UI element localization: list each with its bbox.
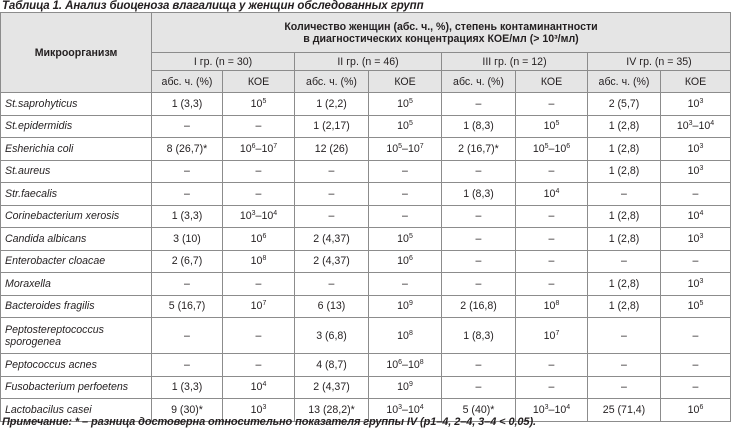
organism-name: St.epidermidis: [1, 115, 152, 138]
organism-name: Peptostereptococcus sporogenea: [1, 318, 152, 354]
abs-cell: –: [152, 273, 223, 296]
abs-cell: 2 (16,8): [442, 295, 516, 318]
abs-cell: 1 (8,3): [442, 115, 516, 138]
koe-cell: –: [223, 354, 295, 377]
abs-cell: –: [442, 376, 516, 399]
abs-cell: 2 (16,7)*: [442, 138, 516, 161]
header-microorganism: Микроорганизм: [1, 13, 152, 93]
header-koe-2: КОЕ: [369, 71, 442, 93]
abs-cell: –: [442, 273, 516, 296]
koe-cell: $10^4$: [661, 205, 731, 228]
koe-cell: $10^6-10^8$: [369, 354, 442, 377]
koe-cell: –: [223, 115, 295, 138]
abs-cell: –: [295, 273, 369, 296]
koe-cell: –: [369, 205, 442, 228]
abs-cell: 1 (2,2): [295, 93, 369, 116]
table-note: Примечание: * – разница достоверна относительно показателя группы IV (p1–4, 2–4, 3–4 < 0,05).: [2, 416, 536, 428]
table-row: [1, 295, 731, 318]
abs-cell: 1 (2,8): [588, 295, 661, 318]
table-row: [1, 228, 731, 251]
header-abs-2: абс. ч. (%): [295, 71, 369, 93]
koe-cell: –: [516, 228, 588, 251]
abs-cell: 3 (10): [152, 228, 223, 251]
abs-cell: –: [442, 160, 516, 183]
organism-name: Bacteroides fragilis: [1, 295, 152, 318]
abs-cell: 1 (3,3): [152, 376, 223, 399]
organism-name: Esherichia coli: [1, 138, 152, 161]
header-group-4: IV гр. (n = 35): [588, 53, 731, 71]
koe-cell: –: [223, 273, 295, 296]
abs-cell: –: [152, 183, 223, 206]
abs-cell: –: [588, 183, 661, 206]
koe-cell: –: [516, 160, 588, 183]
abs-cell: 1 (2,8): [588, 205, 661, 228]
table-caption: Таблица 1. Анализ биоценоза влагалища у женщин обследованных групп: [2, 0, 424, 12]
abs-cell: 4 (8,7): [295, 354, 369, 377]
koe-cell: $10^3-10^4$: [369, 399, 442, 422]
koe-cell: $10^8$: [516, 295, 588, 318]
table-row: [1, 354, 731, 377]
header-top-line1: Количество женщин (абс. ч., %), степень контаминантности: [284, 20, 598, 33]
table-row: [1, 138, 731, 161]
abs-cell: –: [295, 160, 369, 183]
organism-name: St.saprohyticus: [1, 93, 152, 116]
abs-cell: 5 (16,7): [152, 295, 223, 318]
header-group-1: I гр. (n = 30): [152, 53, 295, 71]
header-koe-1: КОЕ: [223, 71, 295, 93]
header-abs-1: абс. ч. (%): [152, 71, 223, 93]
abs-cell: –: [152, 160, 223, 183]
koe-cell: –: [661, 376, 731, 399]
koe-cell: $10^5$: [369, 115, 442, 138]
abs-cell: 2 (4,37): [295, 376, 369, 399]
koe-cell: $10^7$: [223, 295, 295, 318]
koe-cell: –: [661, 318, 731, 354]
koe-cell: $10^3$: [661, 138, 731, 161]
koe-cell: $10^5$: [369, 228, 442, 251]
koe-cell: $10^6$: [369, 250, 442, 273]
header-group-3: III гр. (n = 12): [442, 53, 588, 71]
abs-cell: 1 (2,8): [588, 115, 661, 138]
table-row: [1, 160, 731, 183]
abs-cell: 2 (4,37): [295, 250, 369, 273]
koe-cell: $10^3$: [661, 228, 731, 251]
table-row: [1, 376, 731, 399]
organism-name: Peptococcus acnes: [1, 354, 152, 377]
organism-name: Moraxella: [1, 273, 152, 296]
koe-cell: $10^3$: [661, 273, 731, 296]
koe-cell: –: [369, 273, 442, 296]
abs-cell: 1 (8,3): [442, 183, 516, 206]
koe-cell: $10^3-10^4$: [516, 399, 588, 422]
abs-cell: 6 (13): [295, 295, 369, 318]
organism-name: Candida albicans: [1, 228, 152, 251]
organism-name: Enterobacter cloacae: [1, 250, 152, 273]
header-abs-3: абс. ч. (%): [442, 71, 516, 93]
koe-cell: $10^5-10^6$: [516, 138, 588, 161]
abs-cell: 2 (4,37): [295, 228, 369, 251]
abs-cell: –: [588, 250, 661, 273]
header-top: [152, 13, 731, 53]
koe-cell: $10^3$: [223, 399, 295, 422]
koe-cell: $10^9$: [369, 376, 442, 399]
koe-cell: $10^5$: [223, 93, 295, 116]
koe-cell: $10^6$: [661, 399, 731, 422]
koe-cell: –: [223, 183, 295, 206]
table-row: [1, 93, 731, 116]
biocenosis-table: [0, 12, 731, 422]
abs-cell: 13 (28,2)*: [295, 399, 369, 422]
koe-cell: $10^3$: [661, 93, 731, 116]
koe-cell: $10^8$: [223, 250, 295, 273]
header-koe-3: КОЕ: [516, 71, 588, 93]
abs-cell: 1 (2,17): [295, 115, 369, 138]
koe-cell: –: [223, 318, 295, 354]
abs-cell: 1 (3,3): [152, 205, 223, 228]
koe-cell: $10^9$: [369, 295, 442, 318]
koe-cell: –: [223, 160, 295, 183]
abs-cell: 2 (5,7): [588, 93, 661, 116]
abs-cell: –: [295, 205, 369, 228]
organism-name: Lactobacilus casei: [1, 399, 152, 422]
koe-cell: $10^5-10^7$: [369, 138, 442, 161]
koe-cell: $10^8$: [369, 318, 442, 354]
header-group-2: II гр. (n = 46): [295, 53, 442, 71]
abs-cell: 3 (6,8): [295, 318, 369, 354]
abs-cell: 8 (26,7)*: [152, 138, 223, 161]
abs-cell: 25 (71,4): [588, 399, 661, 422]
koe-cell: –: [661, 250, 731, 273]
abs-cell: –: [442, 354, 516, 377]
header-top-line2: в диагностических концентрациях КОЕ/мл (> 10³/мл): [303, 32, 579, 45]
abs-cell: –: [442, 205, 516, 228]
abs-cell: 1 (3,3): [152, 93, 223, 116]
abs-cell: 9 (30)*: [152, 399, 223, 422]
header-koe-4: КОЕ: [661, 71, 731, 93]
abs-cell: –: [152, 318, 223, 354]
koe-cell: –: [516, 273, 588, 296]
koe-cell: –: [661, 354, 731, 377]
organism-name: Fusobacterium perfoetens: [1, 376, 152, 399]
abs-cell: 1 (2,8): [588, 228, 661, 251]
abs-cell: 1 (2,8): [588, 273, 661, 296]
koe-cell: –: [369, 183, 442, 206]
koe-cell: –: [661, 183, 731, 206]
abs-cell: –: [442, 93, 516, 116]
organism-name: Corinebacterium xerosis: [1, 205, 152, 228]
table-row: [1, 273, 731, 296]
koe-cell: $10^5$: [369, 93, 442, 116]
table-row: [1, 183, 731, 206]
organism-name: St.aureus: [1, 160, 152, 183]
table-row: [1, 205, 731, 228]
koe-cell: $10^3-10^4$: [223, 205, 295, 228]
koe-cell: –: [516, 250, 588, 273]
abs-cell: –: [588, 318, 661, 354]
koe-cell: –: [516, 354, 588, 377]
abs-cell: 12 (26): [295, 138, 369, 161]
abs-cell: –: [295, 183, 369, 206]
koe-cell: $10^6$: [223, 228, 295, 251]
koe-cell: $10^4$: [223, 376, 295, 399]
koe-cell: –: [369, 160, 442, 183]
header-abs-4: абс. ч. (%): [588, 71, 661, 93]
abs-cell: –: [152, 354, 223, 377]
abs-cell: –: [588, 354, 661, 377]
koe-cell: $10^5$: [516, 115, 588, 138]
table-row: [1, 318, 731, 354]
koe-cell: $10^6-10^7$: [223, 138, 295, 161]
koe-cell: $10^5$: [661, 295, 731, 318]
abs-cell: 1 (8,3): [442, 318, 516, 354]
abs-cell: 2 (6,7): [152, 250, 223, 273]
abs-cell: 1 (2,8): [588, 160, 661, 183]
organism-name: Str.faecalis: [1, 183, 152, 206]
koe-cell: –: [516, 205, 588, 228]
abs-cell: 1 (2,8): [588, 138, 661, 161]
table-row: [1, 115, 731, 138]
koe-cell: –: [516, 93, 588, 116]
abs-cell: 5 (40)*: [442, 399, 516, 422]
abs-cell: –: [152, 115, 223, 138]
koe-cell: $10^3$: [661, 160, 731, 183]
koe-cell: –: [516, 376, 588, 399]
abs-cell: –: [442, 228, 516, 251]
abs-cell: –: [442, 250, 516, 273]
abs-cell: –: [588, 376, 661, 399]
koe-cell: $10^7$: [516, 318, 588, 354]
koe-cell: $10^4$: [516, 183, 588, 206]
koe-cell: $10^3-10^4$: [661, 115, 731, 138]
table-row: [1, 250, 731, 273]
